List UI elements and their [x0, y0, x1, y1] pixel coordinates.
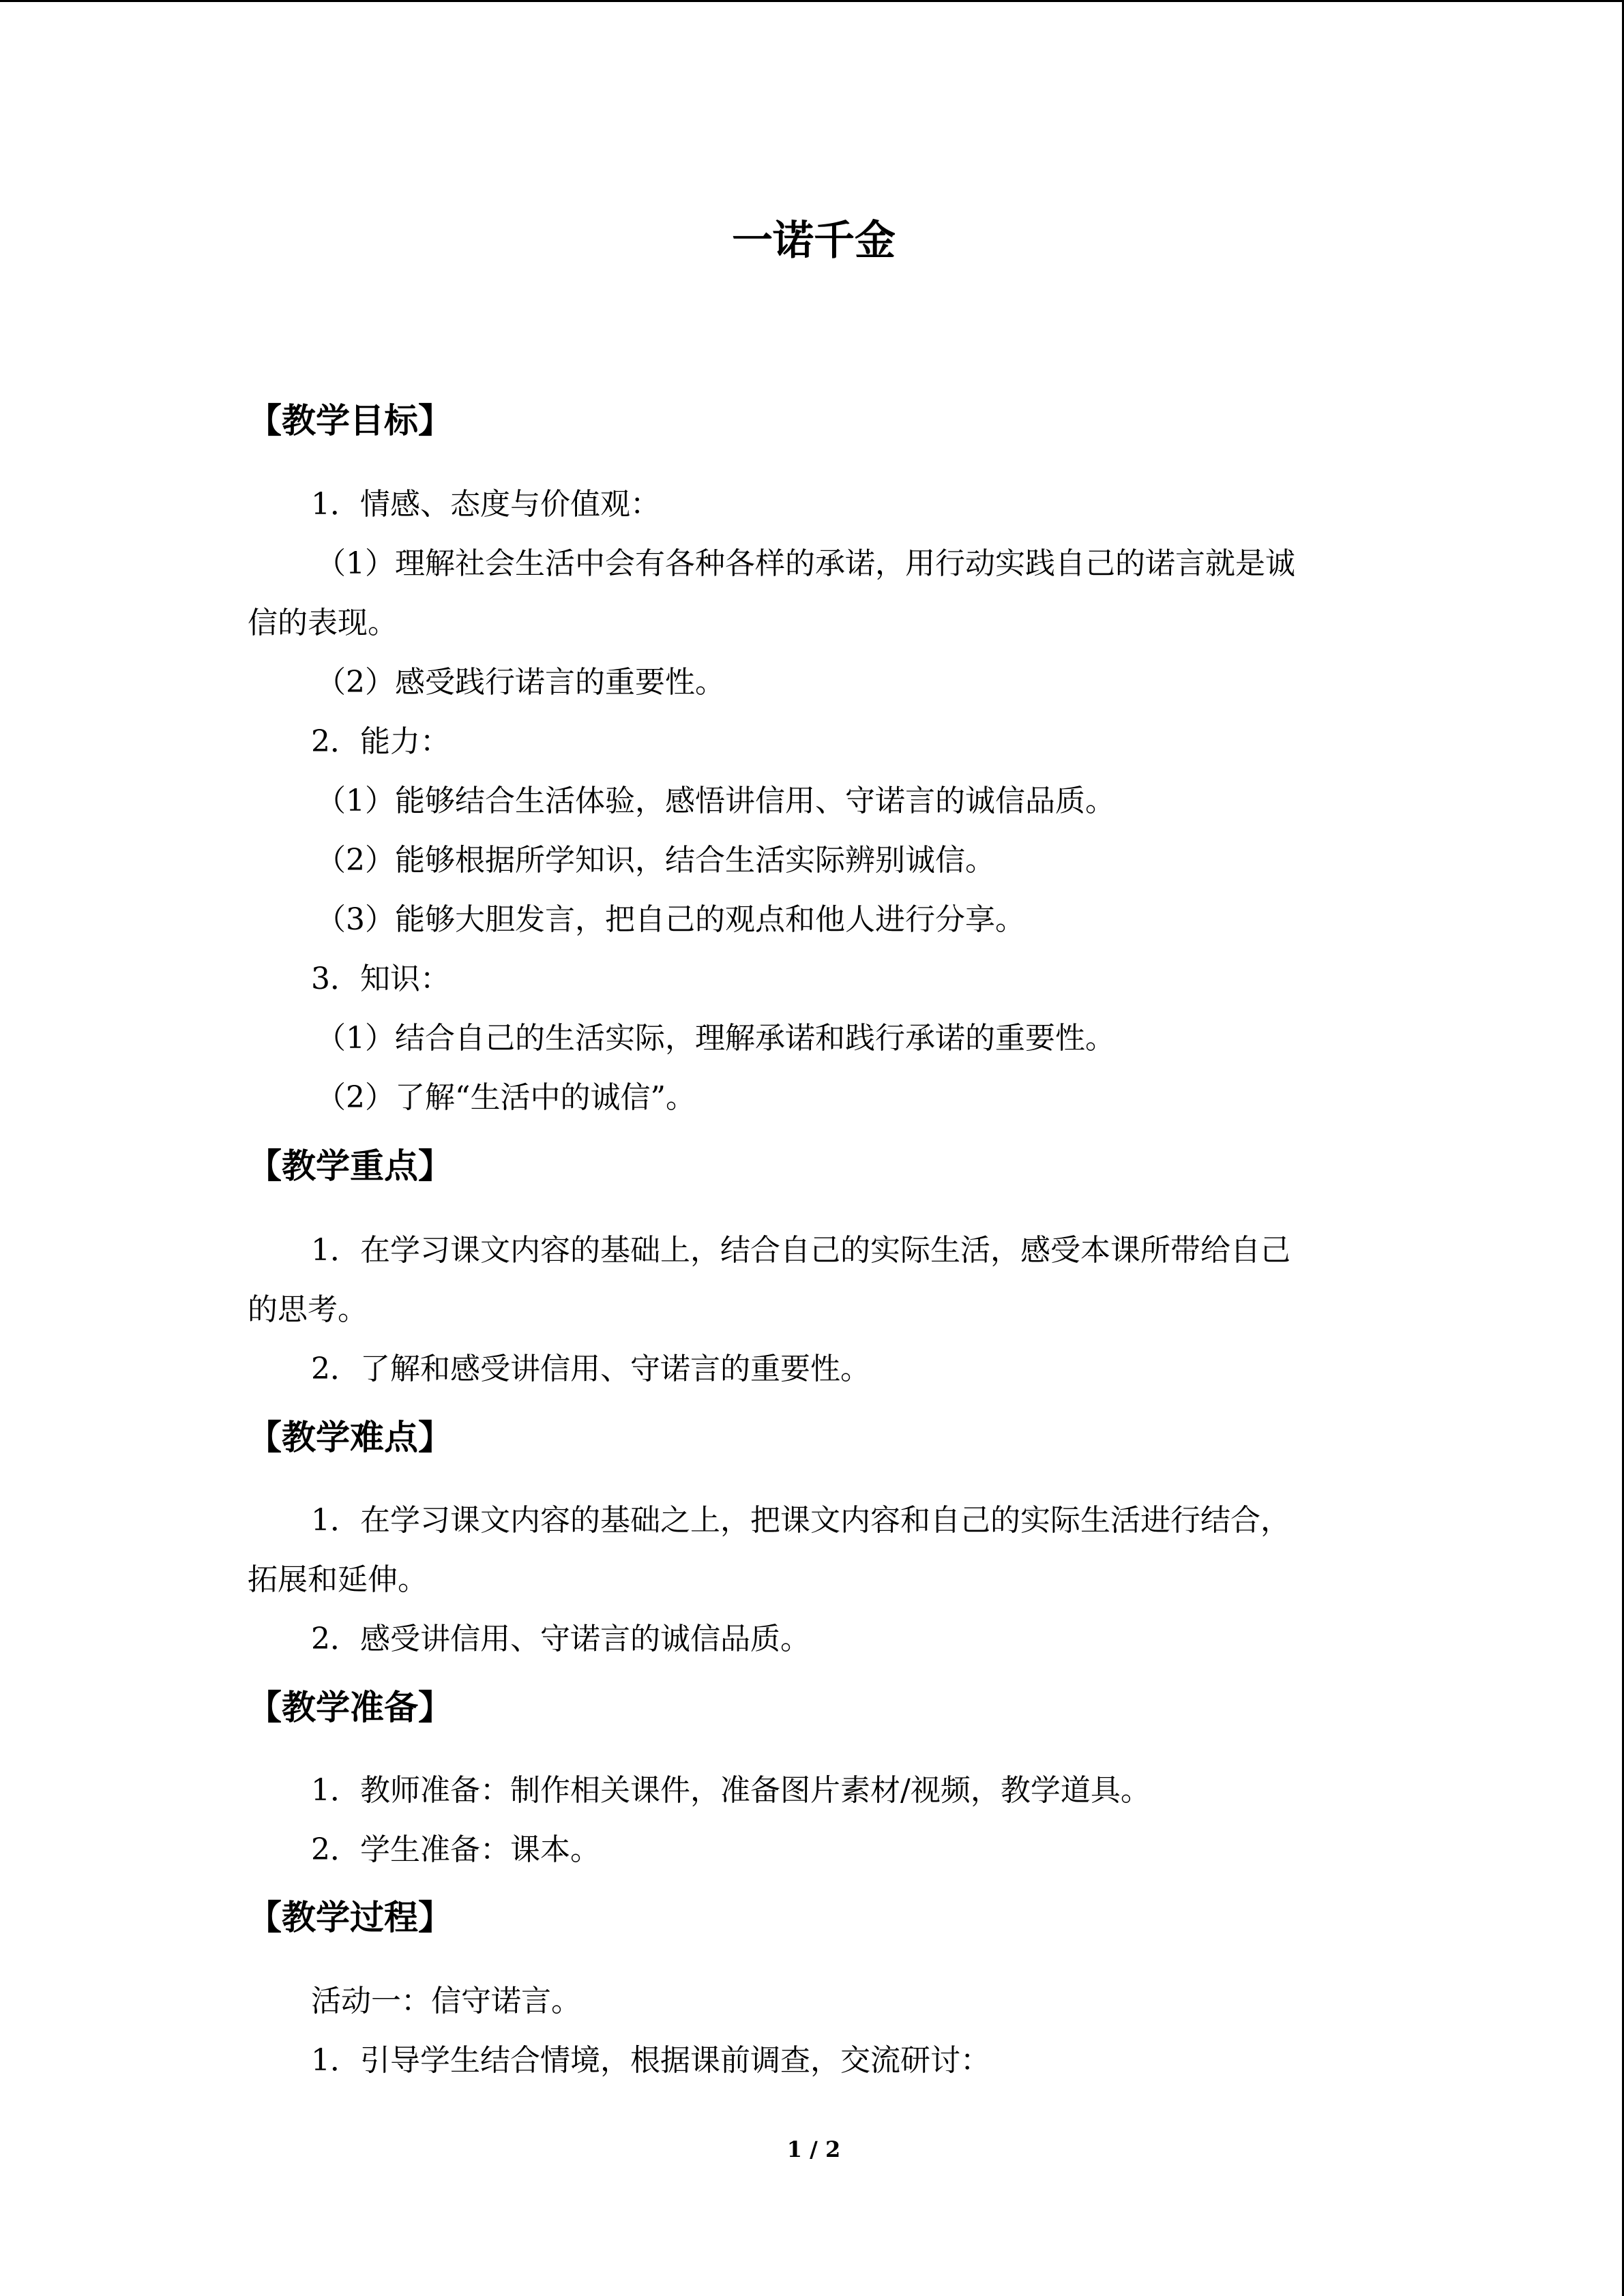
section-heading-difficulties: 【教学难点】	[248, 1417, 452, 1457]
paragraph-line: 3．知识：	[311, 961, 450, 996]
section-heading-key-points: 【教学重点】	[248, 1146, 452, 1186]
paragraph-line: 1．情感、态度与价值观：	[311, 487, 660, 522]
section-heading-preparation: 【教学准备】	[248, 1687, 452, 1727]
paragraph-line: 1．教师准备：制作相关课件，准备图片素材/视频，教学道具。	[311, 1773, 1151, 1808]
paragraph-line: 活动一：信守诺言。	[311, 1984, 581, 2018]
paragraph-line: （1）能够结合生活体验，感悟讲信用、守诺言的诚信品质。	[316, 784, 1115, 818]
paragraph-line: （2）感受践行诺言的重要性。	[316, 665, 725, 700]
paragraph-line: （2）能够根据所学知识，结合生活实际辨别诚信。	[316, 843, 995, 878]
paragraph-line: 2．了解和感受讲信用、守诺言的重要性。	[311, 1352, 870, 1386]
paragraph-line: （3）能够大胆发言，把自己的观点和他人进行分享。	[316, 902, 1025, 937]
paragraph-line: 的思考。	[248, 1292, 368, 1327]
paragraph-line: （1）结合自己的生活实际，理解承诺和践行承诺的重要性。	[316, 1021, 1115, 1056]
section-heading-process: 【教学过程】	[248, 1897, 452, 1937]
document-title: 一诺千金	[732, 217, 896, 265]
section-heading-goals: 【教学目标】	[248, 400, 452, 441]
paragraph-line: 2．能力：	[311, 724, 450, 759]
paragraph-line: （2）了解“生活中的诚信”。	[316, 1080, 696, 1115]
page-number: 1 / 2	[786, 2136, 841, 2162]
paragraph-line: （1）理解社会生活中会有各种各样的承诺，用行动实践自己的诺言就是诚	[316, 546, 1295, 581]
document-page	[248, 0, 1380, 2296]
paragraph-line: 2．感受讲信用、守诺言的诚信品质。	[311, 1622, 810, 1656]
paragraph-line: 2．学生准备：课本。	[311, 1832, 600, 1867]
paragraph-line: 拓展和延伸。	[248, 1562, 428, 1597]
paragraph-line: 1．在学习课文内容的基础上，结合自己的实际生活，感受本课所带给自己	[311, 1233, 1290, 1268]
paragraph-line: 信的表现。	[248, 606, 398, 640]
paragraph-line: 1．引导学生结合情境，根据课前调查，交流研讨：	[311, 2043, 990, 2078]
paragraph-line: 1．在学习课文内容的基础之上，把课文内容和自己的实际生活进行结合，	[311, 1503, 1290, 1538]
